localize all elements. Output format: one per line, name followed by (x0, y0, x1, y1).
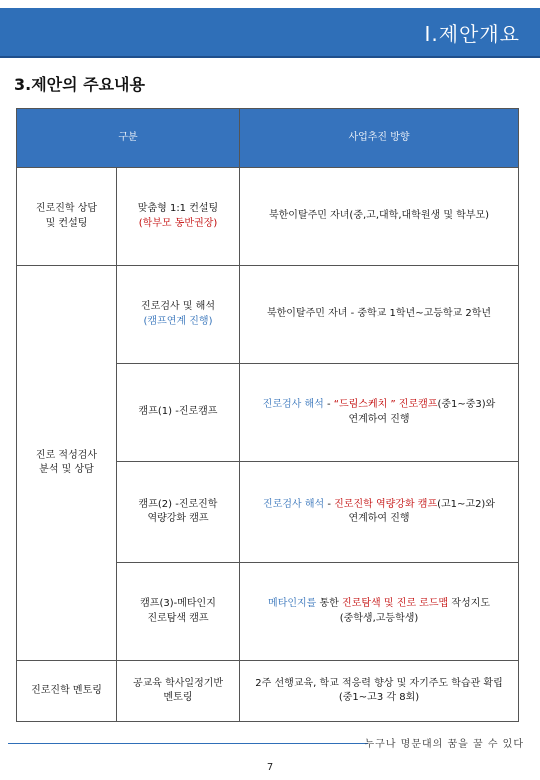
program-label: 역량강화 캠프 (147, 513, 209, 524)
category-label-line: 분석 및 상담 (39, 464, 94, 475)
direction-cell (240, 563, 519, 661)
program-cell (117, 462, 240, 563)
program-cell (117, 168, 240, 266)
direction-text-segment: 연계하여 진행 (348, 513, 410, 524)
direction-text-segment: 북한이탈주민 자녀 - 중학교 1학년~고등학교 2학년 (266, 308, 492, 320)
category-label (21, 684, 112, 699)
direction-line (244, 398, 514, 413)
program-cell (117, 364, 240, 462)
program-label: 캠프(2) -진로진학 (138, 498, 218, 510)
direction-text-segment: 진로진학 역량강화 캠프 (334, 498, 438, 510)
footer-divider (8, 743, 368, 744)
direction-text-segment: (중1~중3)와 (437, 399, 496, 410)
program-cell (117, 563, 240, 661)
category-label-line: 진로 적성검사 (35, 449, 98, 461)
direction-cell (240, 168, 519, 266)
table-row (17, 661, 519, 722)
direction-cell (240, 462, 519, 563)
direction-text-segment: 통한 (316, 598, 343, 609)
program-label: 진로검사 및 해석 (141, 301, 215, 312)
direction-line (244, 691, 514, 706)
program-label: 진로탐색 캠프 (147, 612, 209, 624)
table-row (17, 266, 519, 364)
program-label: 멘토링 (163, 692, 193, 703)
footer-slogan: 누구나 명문대의 꿈을 꿀 수 있다 (364, 739, 524, 750)
direction-cell (240, 364, 519, 462)
direction-line (244, 512, 514, 527)
direction-cell (240, 266, 519, 364)
direction-line (244, 597, 514, 612)
program-cell (117, 661, 240, 722)
direction-text-segment: 진로검사 해석 (263, 498, 325, 510)
direction-text-segment: “드림스케치 ” 진로캠프 (333, 399, 438, 410)
direction-line (244, 677, 514, 692)
direction-text-segment: (중학생,고등학생) (339, 612, 419, 624)
direction-text-segment: 작성지도 (448, 598, 490, 609)
header-title: Ⅰ.제안개요 (424, 22, 520, 46)
program-cell (117, 266, 240, 364)
direction-line (244, 209, 514, 224)
direction-line (244, 307, 514, 322)
direction-text-segment: 북한이탈주민 자녀(중,고,대학,대학원생 및 학부모) (268, 210, 490, 222)
direction-line (244, 413, 514, 428)
category-label-line: 및 컨설팅 (45, 217, 88, 229)
direction-text-segment: - (324, 498, 335, 510)
section-title: 3.제안의 주요내용 (14, 75, 145, 94)
direction-text-segment: 연계하여 진행 (348, 413, 410, 425)
direction-text-segment: 2주 선행교육, 학교 적응력 향상 및 자기주도 학습관 확립 (255, 677, 503, 689)
direction-text-segment: (중1~고3 각 8회) (338, 692, 420, 703)
header-cell-category: 구분 (17, 109, 240, 168)
category-cell (17, 168, 117, 266)
category-label-line: 진로진학 멘토링 (31, 684, 102, 696)
category-cell (17, 266, 117, 661)
page-number: 7 (266, 762, 274, 773)
program-note: (학부모 동반권장) (138, 217, 218, 229)
direction-line (244, 612, 514, 627)
table-row (17, 168, 519, 266)
category-cell (17, 661, 117, 722)
direction-text-segment: 진로탐색 및 진로 로드맵 (342, 598, 449, 609)
direction-cell (240, 661, 519, 722)
program-label: 공교육 학사일정기반 (132, 677, 224, 689)
program-note: (캠프연계 진행) (143, 315, 213, 327)
proposal-table (16, 108, 519, 722)
direction-text-segment: (고1~고2)와 (437, 498, 495, 510)
program-label: 캠프(3)-메타인지 (140, 598, 216, 609)
direction-line (244, 498, 514, 513)
category-label-line: 진로진학 상담 (35, 203, 98, 214)
direction-text-segment: - (323, 399, 334, 410)
header-bar (0, 8, 540, 58)
category-label (21, 202, 112, 231)
category-label (21, 449, 112, 478)
program-label: 캠프(1) -진로캠프 (138, 406, 218, 418)
header-cell-direction: 사업추진 방향 (240, 109, 519, 168)
direction-text-segment: 메타인지를 (268, 598, 317, 609)
direction-text-segment: 진로검사 해석 (262, 399, 324, 410)
program-label: 맞춤형 1:1 컨설팅 (137, 203, 219, 214)
